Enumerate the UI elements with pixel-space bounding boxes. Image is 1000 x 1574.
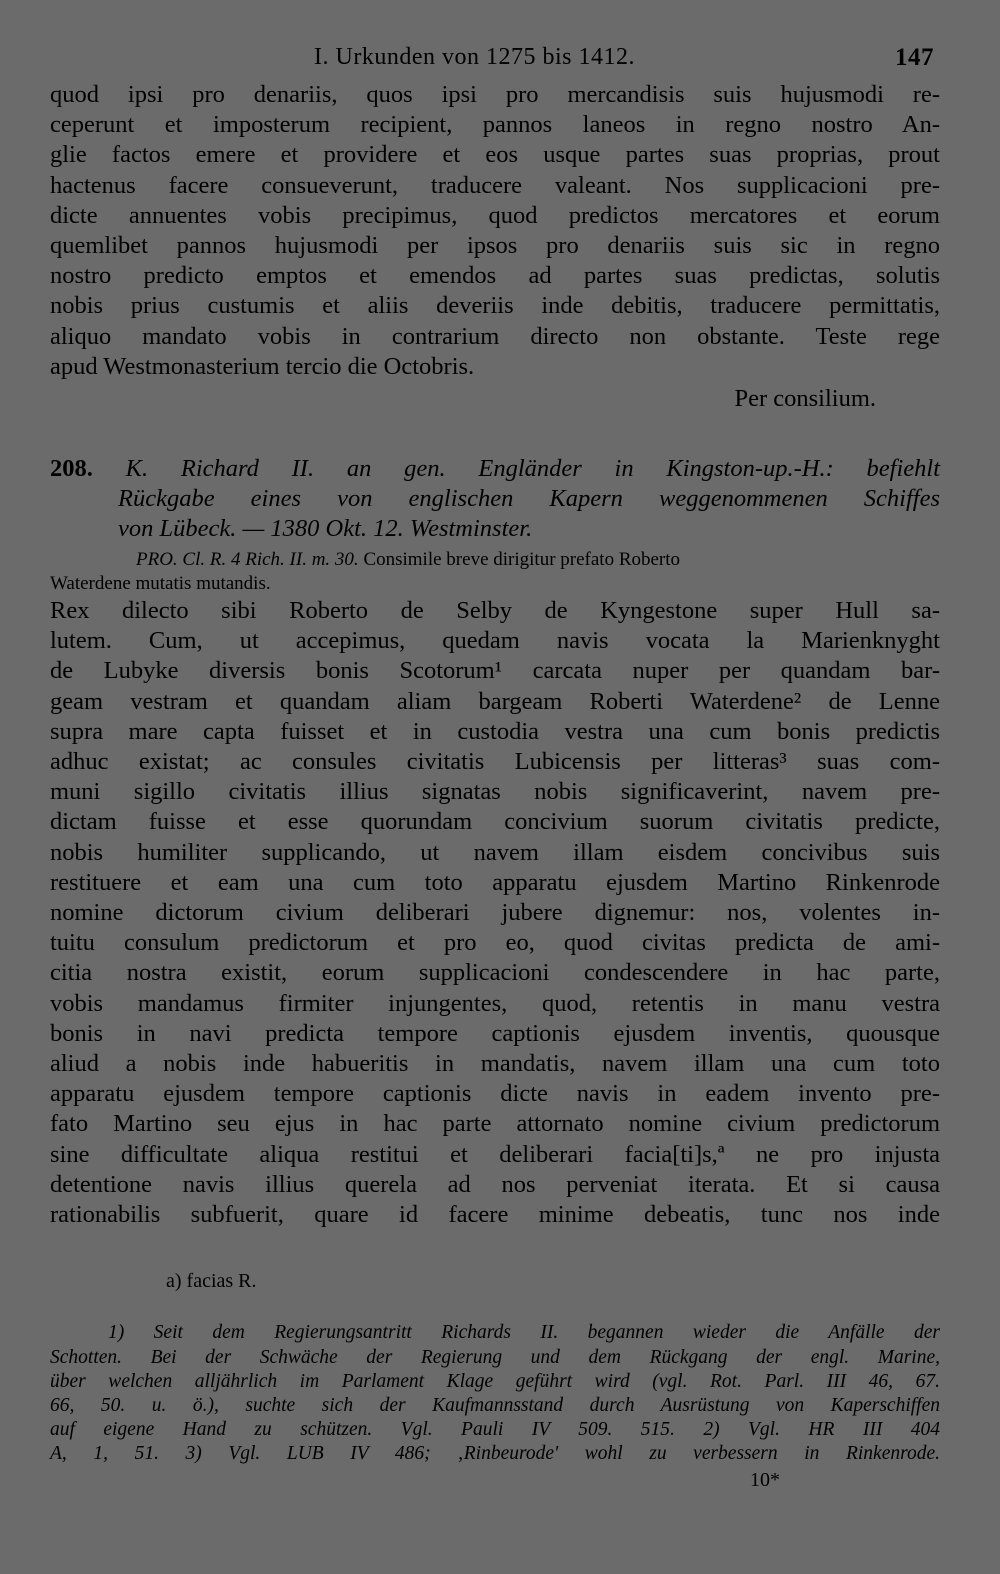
heading-line: Rückgabe eines von englischen Kapern weggenommenen Schiffes xyxy=(118,485,940,513)
text-line: aliquo mandato vobis in contrarium directo non obstante. Teste rege xyxy=(50,322,940,350)
text-line: glie factos emere et providere et eos usque partes suas proprias, prout xyxy=(50,141,940,169)
source-reference xyxy=(50,548,940,596)
text-line: nobis prius custumis et aliis deveriis inde debitis, traducere permittatis, xyxy=(50,292,940,320)
footnotes xyxy=(50,1321,940,1466)
text-line: de Lubyke diversis bonis Scotorum¹ carcata nuper per quandam bar- xyxy=(50,657,940,685)
heading-line: von Lübeck. — 1380 Okt. 12. Westminster. xyxy=(118,515,533,543)
text-line: vobis mandamus firmiter injungentes, quod, retentis in manu vestra xyxy=(50,989,940,1017)
text-line: rationabilis subfuerit, quare id facere minime debeatis, tunc nos inde xyxy=(50,1201,940,1229)
text-line: fato Martino seu ejus in hac parte attornato nomine civium predictorum xyxy=(50,1110,940,1138)
signature-mark: 10* xyxy=(750,1468,780,1491)
text-line: supra mare capta fuisset et in custodia vestra una cum bonis predictis xyxy=(50,717,940,745)
text-line: ceperunt et imposterum recipient, pannos laneos in regno nostro An- xyxy=(50,111,940,139)
footnote-line: 66, 50. u. ö.), suchte sich der Kaufmannsstand durch Ausrüstung von Kaperschiffen xyxy=(50,1394,940,1416)
text-line: bonis in navi predicta tempore captionis ejusdem inventis, quousque xyxy=(50,1019,940,1047)
running-head-title: I. Urkunden von 1275 bis 1412. xyxy=(314,44,635,70)
text-line: Rex dilecto sibi Roberto de Selby de Kyngestone super Hull sa- xyxy=(50,597,940,625)
footnote-line: auf eigene Hand zu schützen. Vgl. Pauli IV 509. 515. 2) Vgl. HR III 404 xyxy=(50,1419,940,1441)
text-line: lutem. Cum, ut accepimus, quedam navis vocata la Marienknyght xyxy=(50,627,940,655)
intro-signature: Per consilium. xyxy=(734,385,876,413)
text-line: apparatu ejusdem tempore captionis dicte navis in eadem invento pre- xyxy=(50,1080,940,1108)
text-line: sine difficultate aliqua restitui et deliberari facia[ti]s,ª ne pro injusta xyxy=(50,1140,940,1168)
running-head xyxy=(50,40,940,80)
variant-note: a) facias R. xyxy=(166,1270,257,1293)
source-note: Waterdene mutatis mutandis. xyxy=(50,573,271,595)
text-line: restituere et eam una cum toto apparatu ejusdem Martino Rinkenrode xyxy=(50,868,940,896)
footnote-line: Schotten. Bei der Schwäche der Regierung und dem Rückgang der engl. Marine, xyxy=(50,1346,940,1368)
text-line: muni sigillo civitatis illius signatas nobis significaverint, navem pre- xyxy=(50,778,940,806)
footnote-line: A, 1, 51. 3) Vgl. LUB IV 486; ‚Rinbeurode' wohl zu verbessern in Rinkenrode. xyxy=(50,1443,940,1465)
text-line: tuitu consulum predictorum et pro eo, quod civitas predicta de ami- xyxy=(50,929,940,957)
heading-line: K. Richard II. an gen. Engländer in Kingston-up.-H.: befiehlt xyxy=(125,455,940,483)
text-line: nobis humiliter supplicando, ut navem illam eisdem concivibus suis xyxy=(50,838,940,866)
text-line: detentione navis illius querela ad nos perveniat iterata. Et si causa xyxy=(50,1170,940,1198)
intro-paragraph xyxy=(50,80,940,382)
text-line: aliud a nobis inde habueritis in mandatis, navem illam una cum toto xyxy=(50,1050,940,1078)
document-heading xyxy=(50,454,940,544)
text-line: quod ipsi pro denariis, quos ipsi pro mercandisis suis hujusmodi re- xyxy=(50,81,940,108)
text-line: citia nostra existit, eorum supplicacioni condescendere in hac parte, xyxy=(50,959,940,987)
text-line: dictam fuisse et esse quorundam concivium suorum civitatis predicte, xyxy=(50,808,940,836)
text-line: nostro predicto emptos et emendos ad partes suas predictas, solutis xyxy=(50,262,940,290)
text-line: nomine dictorum civium deliberari jubere dignemur: nos, volentes in- xyxy=(50,899,940,927)
text-line: apud Westmonasterium tercio die Octobris. xyxy=(50,352,475,380)
text-line: geam vestram et quandam aliam bargeam Roberti Waterdene² de Lenne xyxy=(50,687,940,715)
text-line: quemlibet pannos hujusmodi per ipsos pro denariis suis sic in regno xyxy=(50,232,940,260)
source-note: Consimile breve dirigitur prefato Roberto xyxy=(363,549,681,571)
page xyxy=(50,40,940,1492)
text-line: adhuc existat; ac consules civitatis Lubicensis per litteras³ suas com- xyxy=(50,748,940,776)
footnote-line: 1) Seit dem Regierungsantritt Richards II. begannen wieder die Anfälle der xyxy=(108,1322,940,1344)
text-line: dicte annuentes vobis precipimus, quod predictos mercatores et eorum xyxy=(50,201,940,229)
document-text xyxy=(50,596,940,1230)
page-number: 147 xyxy=(895,44,934,71)
document-number: 208. xyxy=(50,455,93,483)
text-line: hactenus facere consueverunt, traducere valeant. Nos supplicacioni pre- xyxy=(50,171,940,199)
footnote-line: über welchen alljährlich im Parlament Klage geführt wird (vgl. Rot. Parl. III 46, 67. xyxy=(50,1370,940,1392)
archive-reference: PRO. Cl. R. 4 Rich. II. m. 30. xyxy=(136,549,359,571)
